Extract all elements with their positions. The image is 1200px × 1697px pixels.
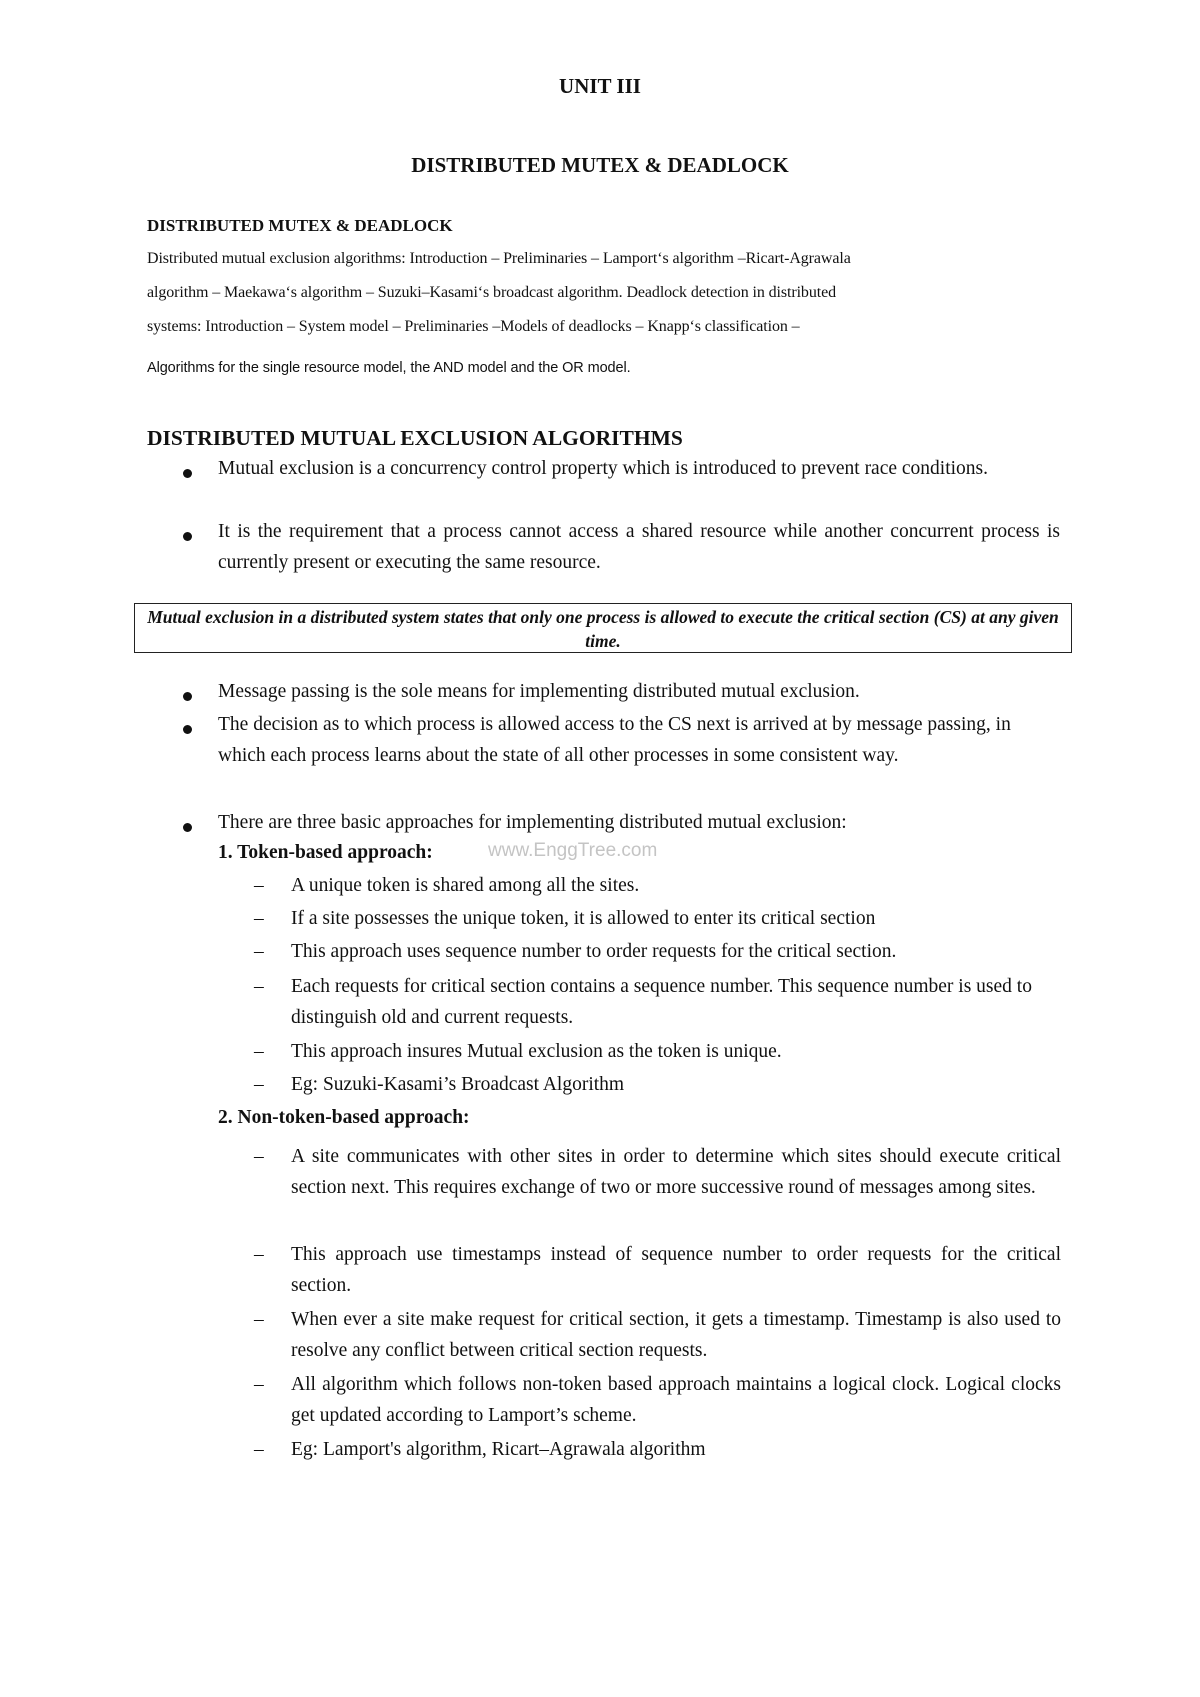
- dash-icon: –: [254, 1374, 264, 1395]
- bullet-item: The decision as to which process is allowed access to the CS next is arrived at by message passing, in which each process learns about the state of all other processes in some consistent way.: [218, 714, 1011, 766]
- dash-icon: –: [254, 941, 264, 962]
- non-token-item: A site communicates with other sites in order to determine which sites should execute critical section next. This requires exchange of two or more successive round of messages among sites.: [291, 1146, 1061, 1198]
- dash-icon: –: [254, 1146, 264, 1167]
- dash-icon: –: [254, 976, 264, 997]
- token-item: Each requests for critical section contains a sequence number. This sequence number is used to distinguish old and current requests.: [291, 976, 1032, 1028]
- dash-icon: –: [254, 1041, 264, 1062]
- main-title: DISTRIBUTED MUTEX & DEADLOCK: [411, 153, 789, 177]
- bullet-dot-icon: [183, 532, 192, 541]
- non-token-item: Eg: Lamport's algorithm, Ricart–Agrawala algorithm: [291, 1439, 706, 1460]
- bullet-item: There are three basic approaches for implementing distributed mutual exclusion:: [218, 812, 847, 833]
- token-based-heading: 1. Token-based approach:: [218, 842, 433, 863]
- syllabus-heading: DISTRIBUTED MUTEX & DEADLOCK: [147, 216, 453, 235]
- token-item: If a site possesses the unique token, it is allowed to enter its critical section: [291, 908, 876, 929]
- intro-bullet: It is the requirement that a process cannot access a shared resource while another concurrent process is currently present or executing the same resource.: [218, 521, 1060, 573]
- token-item: This approach insures Mutual exclusion as the token is unique.: [291, 1041, 782, 1062]
- syllabus-line: systems: Introduction – System model – Preliminaries –Models of deadlocks – Knapp‘s classification –: [147, 318, 800, 335]
- dash-icon: –: [254, 875, 264, 896]
- token-item: This approach uses sequence number to order requests for the critical section.: [291, 941, 897, 962]
- bullet-item: Message passing is the sole means for implementing distributed mutual exclusion.: [218, 681, 860, 702]
- syllabus-line: algorithm – Maekawa‘s algorithm – Suzuki–Kasami‘s broadcast algorithm. Deadlock detection in distributed: [147, 284, 836, 301]
- dash-icon: –: [254, 1439, 264, 1460]
- non-token-item: When ever a site make request for critical section, it gets a timestamp. Timestamp is also used to resolve any conflict between critical section requests.: [291, 1309, 1061, 1361]
- syllabus-line: Algorithms for the single resource model, the AND model and the OR model.: [147, 360, 631, 376]
- section-heading: DISTRIBUTED MUTUAL EXCLUSION ALGORITHMS: [147, 426, 683, 450]
- non-token-item: This approach use timestamps instead of sequence number to order requests for the critical section.: [291, 1244, 1061, 1296]
- intro-bullet: Mutual exclusion is a concurrency control property which is introduced to prevent race conditions.: [218, 458, 989, 479]
- unit-title: UNIT III: [559, 74, 641, 98]
- dash-icon: –: [254, 1074, 264, 1095]
- definition-box: Mutual exclusion in a distributed system states that only one process is allowed to execute the critical section (CS) at any given time.: [134, 603, 1072, 653]
- bullet-dot-icon: [183, 725, 192, 734]
- dash-icon: –: [254, 1309, 264, 1330]
- token-item: A unique token is shared among all the sites.: [291, 875, 640, 896]
- bullet-dot-icon: [183, 469, 192, 478]
- syllabus-line: Distributed mutual exclusion algorithms: Introduction – Preliminaries – Lamport‘s algorithm –Ricart-Agrawala: [147, 250, 851, 267]
- token-item: Eg: Suzuki-Kasami’s Broadcast Algorithm: [291, 1074, 625, 1095]
- dash-icon: –: [254, 908, 264, 929]
- non-token-item: All algorithm which follows non-token based approach maintains a logical clock. Logical clocks get updated according to Lamport’s scheme.: [291, 1374, 1061, 1426]
- dash-icon: –: [254, 1244, 264, 1265]
- watermark: www.EnggTree.com: [488, 840, 658, 861]
- bullet-dot-icon: [183, 692, 192, 701]
- bullet-dot-icon: [183, 823, 192, 832]
- non-token-based-heading: 2. Non-token-based approach:: [218, 1107, 470, 1128]
